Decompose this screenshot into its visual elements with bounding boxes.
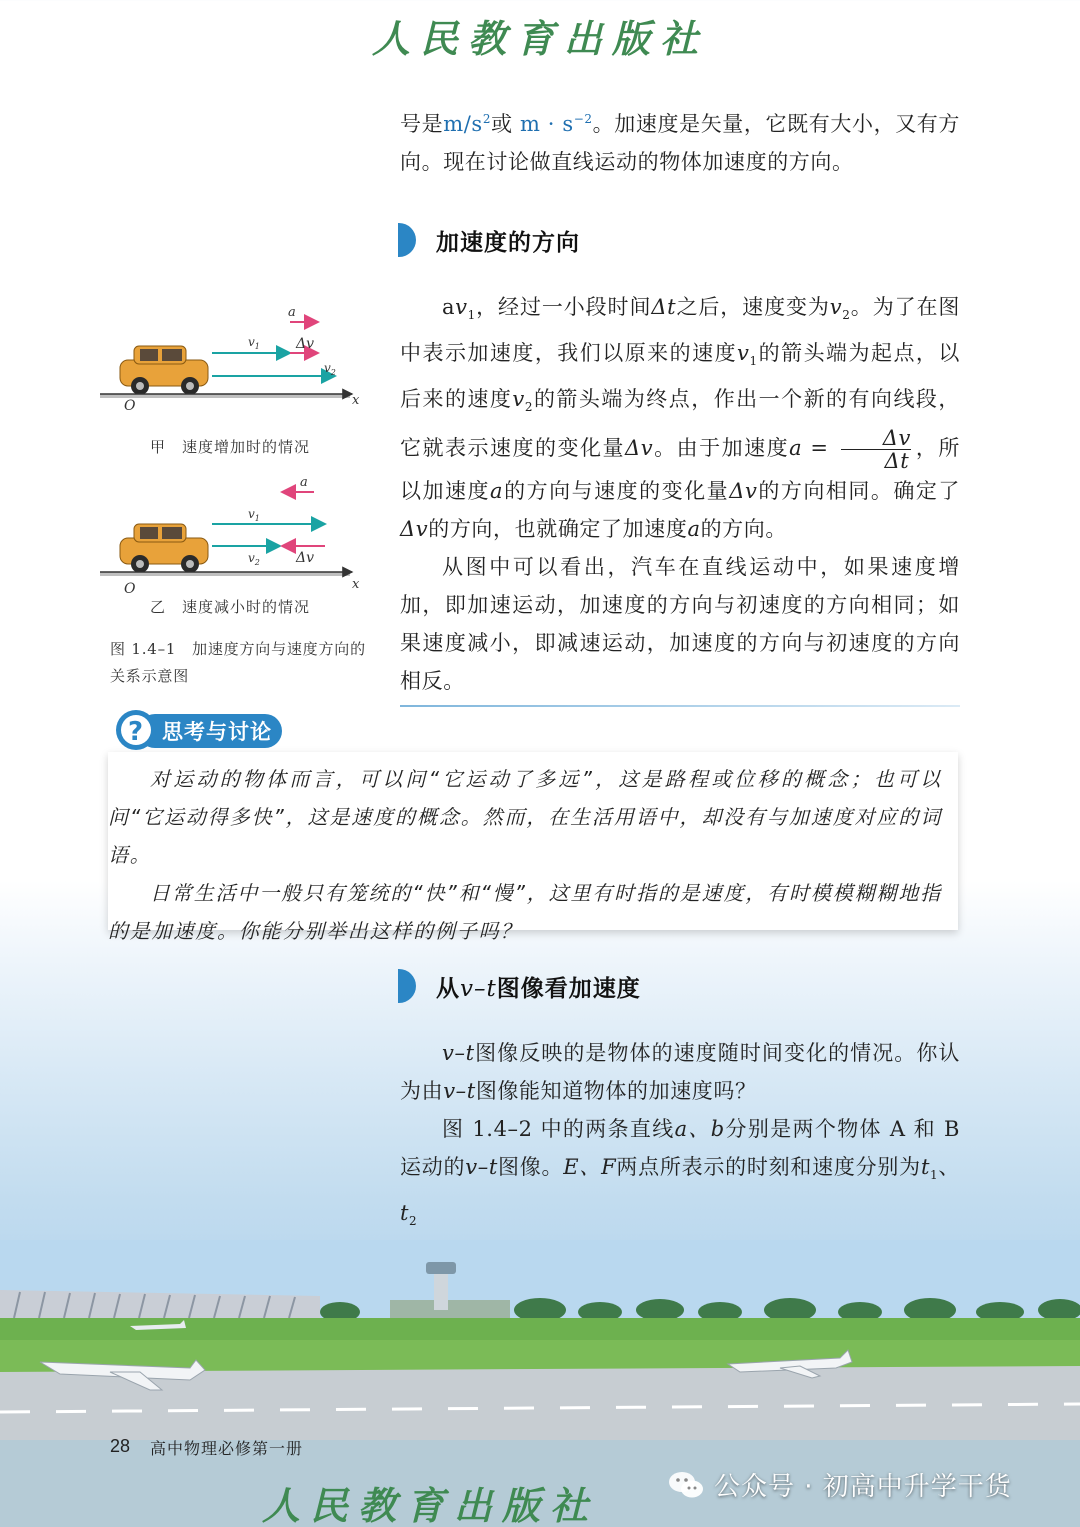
section2-text: [400, 1034, 960, 1240]
car-icon: [120, 346, 208, 395]
think-paragraph-2: 日常生活中一般只有笼统的“快”和“慢”，这里有时指的是速度，有时模模糊糊地指的是加速度。你能分别举出这样的例子吗？: [108, 881, 942, 943]
label-delta-v: Δv: [296, 336, 315, 352]
section2-paragraph-1: v–t图像反映的是物体的速度随时间变化的情况。你认为由v–t图像能知道物体的加速度吗？: [400, 1041, 960, 1103]
think-discuss-label: 思考与讨论: [162, 720, 272, 744]
label-delta-v: Δv: [296, 550, 315, 566]
label-x: x: [352, 393, 360, 408]
panel-yi: [100, 475, 360, 597]
label-v2: $v_2$: [324, 361, 336, 377]
book-title: 高中物理必修第一册: [150, 1439, 304, 1458]
acceleration-fraction: $\frac{\Delta v}{\Delta t}$: [841, 427, 911, 472]
wechat-watermark: [668, 1466, 1012, 1503]
think-discuss-text: [108, 760, 942, 950]
acceleration-diagram: [90, 300, 380, 630]
svg-text:?: ?: [128, 717, 144, 747]
section1-paragraph-1: $av_1$，经过一小段时间Δt之后，速度变为$v_2$。为了在图中表示加速度，我们以原来的速度$v_1$的箭头端为起点，以后来的速度$v_2$的箭头端为终点，作出一个新的有向线段，它就表示速度的变化量Δv。由于加速度a = $\frac{\Delta v}{\Delta t}$ ，所以加速度a的方向与速度的变化量Δv的方向相同。确定了Δv的方向，也就确定了加速度a的方向。 从图中可以看出，汽车在直线运动中，如果速度增加，即加速运动，加速度的方向与初速度的方向相同；如果速度减小，即减速运动，加速度的方向与初速度的方向相反。: [400, 288, 960, 700]
label-a: a: [300, 475, 308, 490]
section-marker-icon: [398, 223, 416, 257]
label-a: a: [288, 305, 296, 320]
label-v1: $v_1$: [248, 335, 260, 351]
caption-jia: 甲 速度增加时的情况: [150, 438, 311, 456]
panel-jia: [100, 305, 360, 414]
divider: [400, 705, 960, 707]
label-x: x: [352, 577, 360, 592]
section-title: 从v–t图像看加速度: [436, 975, 641, 1002]
car-icon: [120, 524, 208, 573]
think-paragraph-1: 对运动的物体而言，可以问“它运动了多远”，这是路程或位移的概念；也可以问“它运动得多快”，这是速度的概念。然而，在生活用语中，却没有与加速度对应的词语。: [108, 767, 942, 867]
section-heading-vt-graph: [398, 966, 641, 1006]
intro-paragraph: 号是$m/s^2$或 $m \cdot s^{-2}$。加速度是矢量，它既有大小，又有方向。现在讨论做直线运动的物体加速度的方向。: [400, 112, 961, 174]
page-number: 28: [110, 1436, 131, 1456]
wechat-label: 公众号 · 初高中升学干货: [714, 1472, 1012, 1502]
label-v1: $v_1$: [248, 507, 260, 523]
caption-yi: 乙 速度减小时的情况: [150, 598, 311, 616]
wechat-icon: [668, 1470, 704, 1500]
label-origin: O: [124, 581, 136, 597]
label-origin: O: [124, 398, 136, 414]
section2-paragraph-2: 图 1.4–2 中的两条直线a、b分别是两个物体 A 和 B 运动的v–t图像。E、F两点所表示的时刻和速度分别为$t_1$、$t_2$: [400, 1117, 960, 1229]
publisher-brand-bottom: 人民教育出版社: [261, 1483, 598, 1527]
section-heading-acceleration-direction: [398, 220, 580, 260]
section1-paragraph-2: 从图中可以看出，汽车在直线运动中，如果速度增加，即加速运动，加速度的方向与初速度的方向相同；如果速度减小，即减速运动，加速度的方向与初速度的方向相反。: [400, 554, 960, 693]
section-title: 加速度的方向: [436, 229, 580, 256]
publisher-brand-top: 人民教育出版社: [371, 16, 708, 61]
section-marker-icon: [398, 969, 416, 1003]
figure-caption: 图 1.4–1 加速度方向与速度方向的关系示意图: [110, 640, 366, 685]
label-v2: $v_2$: [248, 551, 260, 567]
